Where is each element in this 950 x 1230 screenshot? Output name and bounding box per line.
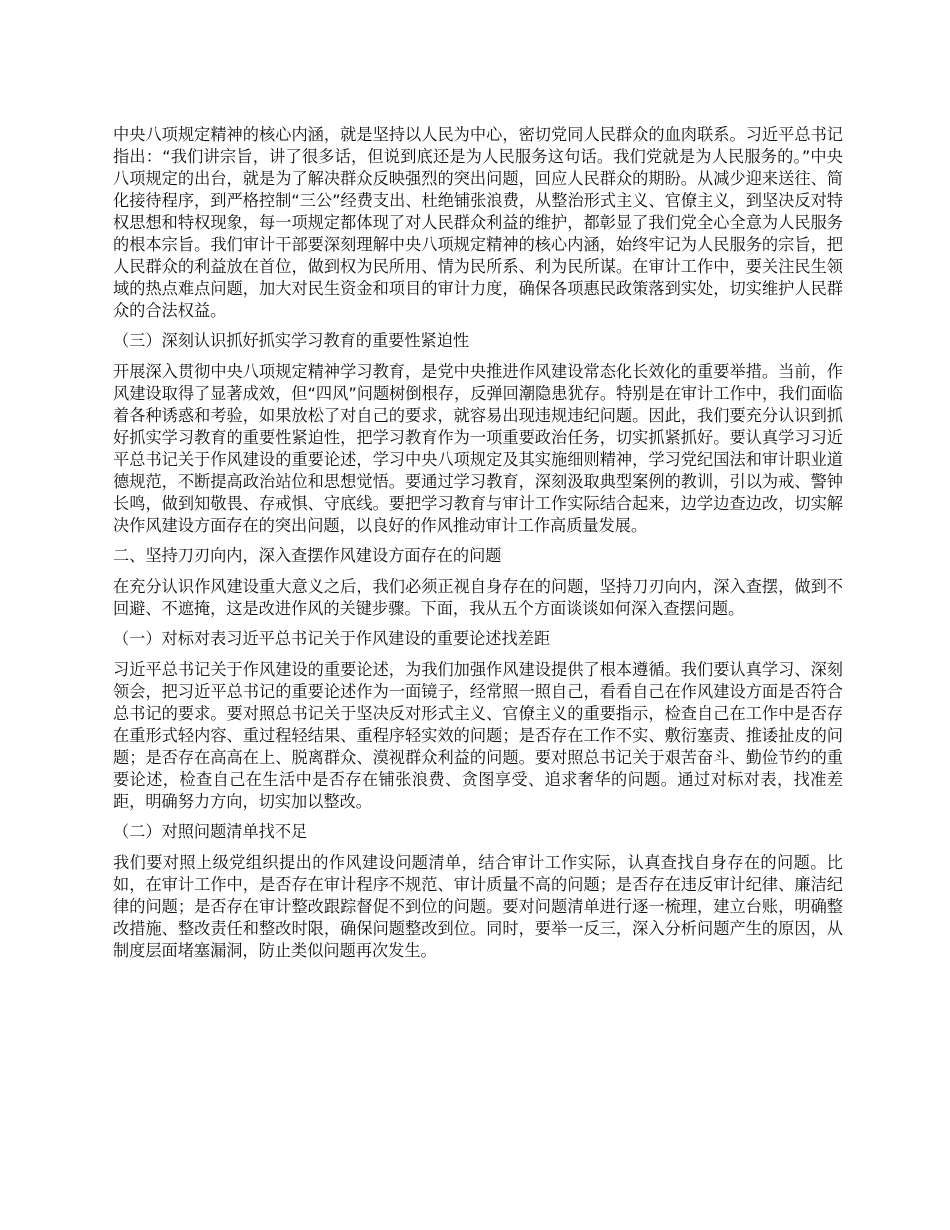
section-heading-2: （二）对照问题清单找不足	[113, 822, 308, 841]
paragraph-core-connotation: 中央八项规定精神的核心内涵，就是坚持以人民为中心，密切党同人民群众的血肉联系。习近平总书记指出：“我们讲宗旨，讲了很多话，但说到底还是为人民服务这句话。我们党就是为人民服务的。”中央八项规定的出台，就是为了解决群众反映强烈的突出问题，回应人民群众的期盼。从减少迎来送往、简化接待程序，到严格控制“三公”经费支出、杜绝铺张浪费，从整治形式主义、官僚主义，到坚决反对特权思想和特权现象，每一项规定都体现了对人民群众利益的维护，都彰显了我们党全心全意为人民服务的根本宗旨。我们审计干部要深刻理解中央八项规定精神的核心内涵，始终牢记为人民服务的宗旨，把人民群众的利益放在首位，做到权为民所用、情为民所系、利为民所谋。在审计工作中，要关注民生领域的热点难点问题，加大对民生资金和项目的审计力度，确保各项惠民政策落到实处，切实维护人民群众的合法权益。	[113, 125, 843, 320]
section-heading-1: （一）对标对表习近平总书记关于作风建设的重要论述找差距	[113, 629, 551, 648]
paragraph-problem-list: 我们要对照上级党组织提出的作风建设问题清单，结合审计工作实际，认真查找自身存在的问题。比如，在审计工作中，是否存在审计程序不规范、审计质量不高的问题；是否存在违反审计纪律、廉洁纪律的问题；是否存在审计整改跟踪督促不到位的问题。要对问题清单进行逐一梳理，建立台账，明确整改措施、整改责任和整改时限，确保问题整改到位。同时，要举一反三，深入分析问题产生的原因，从制度层面堵塞漏洞，防止类似问题再次发生。	[113, 853, 843, 960]
paragraph-introduction: 在充分认识作风建设重大意义之后，我们必须正视自身存在的问题，坚持刀刃向内，深入查摆，做到不回避、不遮掩，这是改进作风的关键步骤。下面，我从五个方面谈谈如何深入查摆问题。	[113, 577, 843, 618]
section-heading-3: （三）深刻认识抓好抓实学习教育的重要性紧迫性	[113, 331, 470, 350]
document-body	[113, 124, 843, 970]
chapter-heading-2: 二、坚持刀刃向内，深入查摆作风建设方面存在的问题	[113, 546, 502, 565]
paragraph-study-education: 开展深入贯彻中央八项规定精神学习教育，是党中央推进作风建设常态化长效化的重要举措。当前，作风建设取得了显著成效，但“四风”问题树倒根存，反弹回潮隐患犹存。特别是在审计工作中，我们面临着各种诱惑和考验，如果放松了对自己的要求，就容易出现违规违纪问题。因此，我们要充分认识到抓好抓实学习教育的重要性紧迫性，把学习教育作为一项重要政治任务，切实抓紧抓好。要认真学习习近平总书记关于作风建设的重要论述，学习中央八项规定及其实施细则精神，学习党纪国法和审计职业道德规范，不断提高政治站位和思想觉悟。要通过学习教育，深刻汲取典型案例的教训，引以为戒、警钟长鸣，做到知敬畏、存戒惧、守底线。要把学习教育与审计工作实际结合起来，边学边查边改，切实解决作风建设方面存在的突出问题，以良好的作风推动审计工作高质量发展。	[113, 362, 843, 535]
paragraph-find-gaps: 习近平总书记关于作风建设的重要论述，为我们加强作风建设提供了根本遵循。我们要认真学习、深刻领会，把习近平总书记的重要论述作为一面镜子，经常照一照自己，看看自己在作风建设方面是否符合总书记的要求。要对照总书记关于坚决反对形式主义、官僚主义的重要指示，检查自己在工作中是否存在重形式轻内容、重过程轻结果、重程序轻实效的问题；是否存在工作不实、敷衍塞责、推诿扯皮的问题；是否存在高高在上、脱离群众、漠视群众利益的问题。要对照总书记关于艰苦奋斗、勤俭节约的重要论述，检查自己在生活中是否存在铺张浪费、贪图享受、追求奢华的问题。通过对标对表，找准差距，明确努力方向，切实加以整改。	[113, 660, 843, 811]
